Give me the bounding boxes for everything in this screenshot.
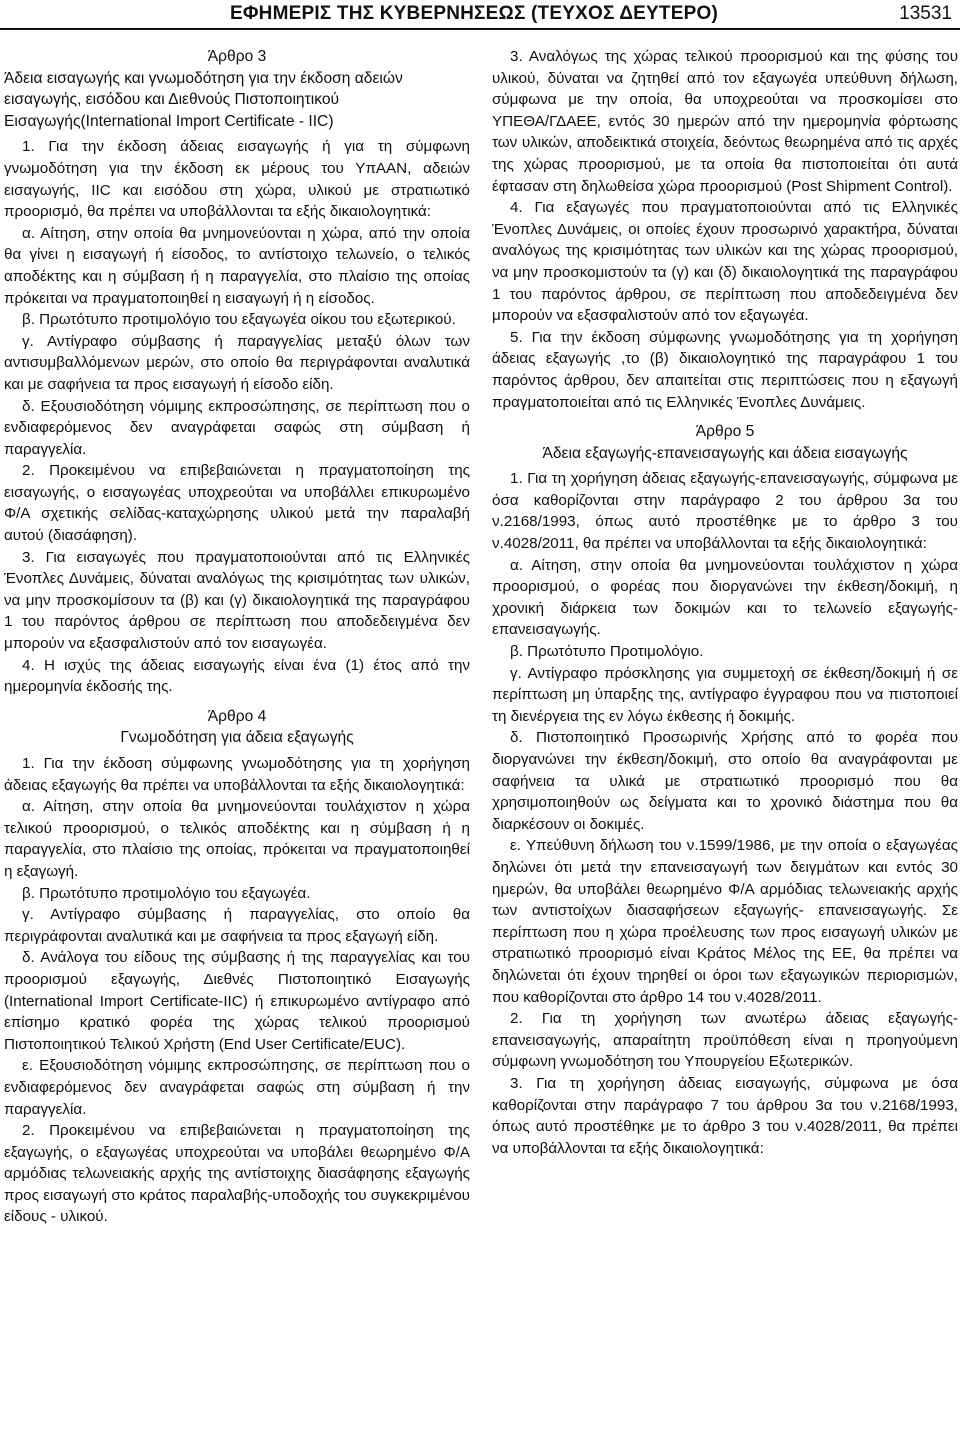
art5-item-a: α. Αίτηση, στην οποία θα μνημονεύονται τουλάχιστον η χώρα προορισμού, ο φορέας που διοργανώνει την έκθεση/δοκιμή, η χρονική διάρκεια των δοκιμών και το τελωνείο εξαγωγής-επανεισαγωγής.	[492, 556, 958, 639]
article-3-title: Άδεια εισαγωγής και γνωμοδότηση για την έκδοση αδειών εισαγωγής, εισόδου και Διεθνούς Πιστοποιητικού Εισαγωγής(International Import Certificate - IIC)	[4, 69, 403, 130]
art4-paragraph-4: 4. Για εξαγωγές που πραγματοποιούνται από τις Ελληνικές Ένοπλες Δυνάμεις, οι οποίες έχουν προσωρινό χαρακτήρα, δύναται αναλόγως της κρισιμότητας των υλικών και της χώρας προορισμού, να μην προσκομιστούν τα (γ) και (δ) δικαιολογητικά της παραγράφου 1 του παρόντος άρθρου, σε περίπτωση που αποδεδειγμένα δεν μπορούν να εξασφαλιστούν από τον εξαγωγέα.	[492, 199, 958, 325]
left-column	[4, 46, 470, 1228]
art4-paragraph-3: 3. Αναλόγως της χώρας τελικού προορισμού και της φύσης του υλικού, δύναται να ζητηθεί από τον εξαγωγέα υπεύθυνη δήλωση, σύμφωνα με την οποία, θα υποχρεούται να προσκομίσει στο ΥΠΕΘΑ/ΓΔΑΕΕ, εντός 30 ημερών από την ημερομηνία φόρτωσης των υλικών, αποδεικτικά στοιχεία, δεόντως θεωρημένα από τις αρχές της χώρας προορισμού, με τα οποία θα πιστοποιείται ότι αυτά έφτασαν στη δηλωθείσα χώρα προορισμού (Post Shipment Control).	[492, 48, 958, 195]
art3-paragraph-2: 2. Προκειμένου να επιβεβαιώνεται η πραγματοποίηση της εισαγωγής, ο εισαγωγέας υποχρεούται να υποβάλλει επικυρωμένο Φ/Α σχετικής σελίδας-καταχώρησης υλικού μετά την παραλαβή αυτού (διασάφηση).	[4, 462, 470, 545]
art4-item-a: α. Αίτηση, στην οποία θα μνημονεύονται τουλάχιστον η χώρα τελικού προορισμού, ο τελικός αποδέκτης και η σύμβαση ή η παραγγελία, στο πλαίσιο της οποίας, πρόκειται να πραγματοποιηθεί η εξαγωγή.	[4, 798, 470, 880]
art3-paragraph-1: 1. Για την έκδοση άδειας εισαγωγής ή για τη σύμφωνη γνωμοδότηση για την έκδοση εκ μέρους του ΥπΑΑΝ, αδειών εισαγωγής, IIC και εισόδου στη χώρα, υλικού με στρατιωτικό προορισμό, θα πρέπει να υποβάλλονται τα εξής δικαιολογητικά:	[4, 138, 470, 221]
art4-item-d: δ. Ανάλογα του είδους της σύμβασης ή της παραγγελίας και του προορισμού εξαγωγής, Διεθνές Πιστοποιητικό Εισαγωγής (International Import Certificate-IIC) ή επικυρωμένο αντίγραφο από επίσημο κρατικό φορέα της χώρας τελικού προορισμού Πιστοποιητικού Τελικού Χρήστη (End User Certificate/EUC).	[4, 949, 470, 1053]
art4-item-b: β. Πρωτότυπο προτιμολόγιο του εξαγωγέα.	[22, 884, 311, 902]
art5-item-e: ε. Υπεύθυνη δήλωση του ν.1599/1986, με την οποία ο εξαγωγέας δηλώνει ότι μετά την επανεισαγωγή των δειγμάτων και εντός 30 ημερών, θα υποβάλει θεωρημένο Φ/Α αρμόδιας τελωνειακής αρχής των αντιστοίχων διασαφήσεων εξαγωγής- επανεισαγωγής. Σε περίπτωση που η χώρα προέλευσης των προς εισαγωγή υλικών με στρατιωτικό προορισμό είναι Κράτος Μέλος της ΕΕ, θα πρέπει να δηλώνεται ότι έχουν τηρηθεί οι όροι των εξαγωγικών περιορισμών, που καθορίζονται στο άρθρο 14 του ν.4028/2011.	[492, 837, 958, 1006]
art5-paragraph-3: 3. Για τη χορήγηση άδειας εισαγωγής, σύμφωνα με όσα καθορίζονται στην παράγραφο 7 του άρθρου 3α του ν.2168/1993, όπως αυτό προστέθηκε με το άρθρο 3 του ν.4028/2011, θα πρέπει να υποβάλλονται τα εξής δικαιολογητικά:	[492, 1074, 958, 1157]
art5-item-b: β. Πρωτότυπο Προτιμολόγιο.	[510, 643, 704, 661]
article-4-number: Άρθρο 4	[207, 707, 267, 725]
art3-item-d: δ. Εξουσιοδότηση νόμιμης εκπροσώπησης, σε περίπτωση που ο ενδιαφερόμενος δεν αναγράφεται σαφώς στη σύμβαση ή παραγγελία.	[4, 397, 470, 458]
page-number: 13531	[899, 3, 952, 24]
art5-paragraph-1: 1. Για τη χορήγηση άδειας εξαγωγής-επανεισαγωγής, σύμφωνα με όσα καθορίζονται στην παράγραφο 2 του άρθρου 3α του ν.2168/1993, όπως αυτό προστέθηκε με το άρθρο 3 του ν.4028/2011, θα πρέπει να υποβάλλονται τα εξής δικαιολογητικά:	[492, 470, 958, 553]
art5-paragraph-2: 2. Για τη χορήγηση των ανωτέρω άδειας εξαγωγής-επανεισαγωγής, απαραίτητη προϋπόθεση είναι η προηγούμενη σύμφωνη γνωμοδότηση του Υπουργείου Εξωτερικών.	[492, 1010, 958, 1071]
art3-paragraph-3: 3. Για εισαγωγές που πραγματοποιούνται από τις Ελληνικές Ένοπλες Δυνάμεις, δύναται αναλόγως της κρισιμότητας των υλικών, να μην προσκομίσουν τα (β) και (γ) δικαιολογητικά της παραγράφου 1 του παρόντος άρθρου σε περίπτωση που αποδεδειγμένα δεν μπορούν να εξασφαλιστούν από τον εισαγωγέα.	[4, 548, 470, 653]
art3-paragraph-4: 4. Η ισχύς της άδειας εισαγωγής είναι ένα (1) έτος από την ημερομηνία έκδοσής της.	[4, 656, 470, 696]
article-5-number: Άρθρο 5	[695, 423, 755, 441]
art5-item-c: γ. Αντίγραφο πρόσκλησης για συμμετοχή σε έκθεση/δοκιμή ή σε περίπτωση μη ύπαρξης της, αντίγραφο έγγραφου που να πιστοποιεί τη διενέργεια της εν λόγω έκθεσης ή δοκιμής.	[492, 664, 958, 725]
article-5-title: Άδεια εξαγωγής-επανεισαγωγής και άδεια εισαγωγής	[542, 444, 908, 462]
page-header	[0, 0, 960, 30]
art3-item-c: γ. Αντίγραφο σύμβασης ή παραγγελίας μεταξύ όλων των αντισυμβαλλόμενων μερών, στο οποίο θα περιγράφονται αναλυτικά και με σαφήνεια τα προς εισαγωγή ή είσοδο είδη.	[4, 332, 470, 393]
article-3-number: Άρθρο 3	[207, 48, 267, 65]
art5-item-d: δ. Πιστοποιητικό Προσωρινής Χρήσης από το φορέα που διοργανώνει την έκθεση/δοκιμή, στο οποίο θα αναγράφονται με σαφήνεια τα υλικά με στρατιωτικό προορισμό που θα χρησιμοποιηθούν ως δείγματα και το χρονικό διάστημα που θα διαρκέσουν οι δοκιμές.	[492, 729, 958, 833]
article-4-title: Γνωμοδότηση για άδεια εξαγωγής	[120, 729, 354, 747]
art3-item-a: α. Αίτηση, στην οποία θα μνημονεύονται η χώρα, από την οποία θα γίνει η εισαγωγή ή είσοδος, το αντίστοιχο τελωνείο, ο τελικός αποδέκτης και η σύμβαση ή η παραγγελία, στο πλαίσιο της οποίας πρόκειται να πραγματοποιηθεί η εισαγωγή ή η είσοδος.	[4, 224, 470, 307]
art4-paragraph-2: 2. Προκειμένου να επιβεβαιώνεται η πραγματοποίηση της εξαγωγής, ο εξαγωγέας υποχρεούται να υποβάλει θεωρημένο Φ/Α αρμόδιας τελωνειακής αρχής της αντίστοιχης διασάφησης εξαγωγής προς εισαγωγή στο κράτος παραλαβής-υποδοχής του συγκεκριμένου είδους - υλικού.	[4, 1122, 470, 1226]
art4-item-c: γ. Αντίγραφο σύμβασης ή παραγγελίας, στο οποίο θα περιγράφονται αναλυτικά και με σαφήνεια τα προς εξαγωγή είδη.	[4, 906, 470, 945]
art3-item-b: β. Πρωτότυπο προτιμολόγιο του εξαγωγέα οίκου του εξωτερικού.	[22, 311, 456, 329]
art4-paragraph-5: 5. Για την έκδοση σύμφωνης γνωμοδότησης για τη χορήγηση άδειας εξαγωγής ,το (β) δικαιολογητικό της παραγράφου 1 του παρόντος άρθρου, δεν απαιτείται στις περιπτώσεις που η εξαγωγή πραγματοποιείται από τις Ελληνικές Ένοπλες Δυνάμεις.	[492, 328, 958, 411]
right-column	[492, 46, 958, 1159]
art4-item-e: ε. Εξουσιοδότηση νόμιμης εκπροσώπησης, σε περίπτωση που ο ενδιαφερόμενος δεν αναγράφεται σαφώς στη σύμβαση ή την παραγγελία.	[4, 1057, 470, 1118]
art4-paragraph-1: 1. Για την έκδοση σύμφωνης γνωμοδότησης για τη χορήγηση άδειας εξαγωγής θα πρέπει να υποβάλλονται τα εξής δικαιολογητικά:	[4, 755, 470, 794]
gazette-title: ΕΦΗΜΕΡΙΣ ΤΗΣ ΚΥΒΕΡΝΗΣΕΩΣ (ΤΕΥΧΟΣ ΔΕΥΤΕΡΟ)	[230, 3, 718, 24]
